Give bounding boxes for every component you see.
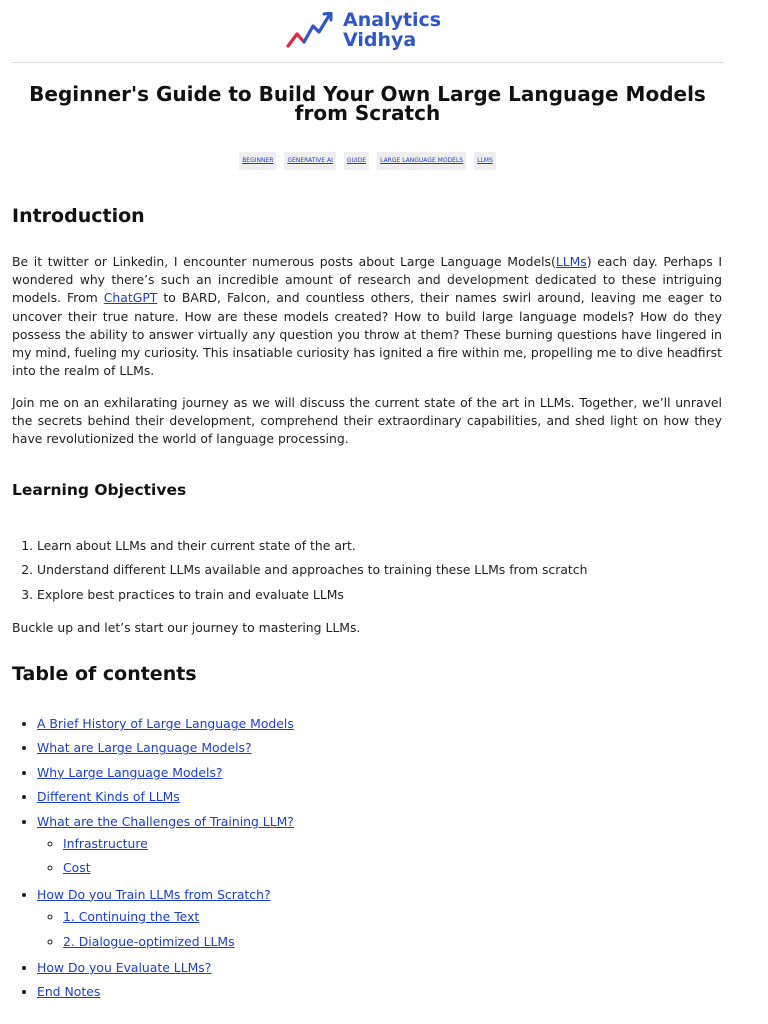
list-item: 3. Explore best practices to train and evaluate LLMs: [37, 583, 587, 607]
toc-link-evaluate[interactable]: How Do you Evaluate LLMs?: [37, 960, 212, 976]
toc-link-train[interactable]: How Do you Train LLMs from Scratch?: [37, 886, 271, 902]
toc-link-challenges[interactable]: What are the Challenges of Training LLM?: [37, 813, 294, 829]
toc-item: [37, 883, 294, 954]
toc-subitem: [63, 930, 294, 954]
logo-mark-icon: [286, 12, 336, 52]
list-item: 2. Understand different LLMs available and approaches to training these LLMs from scratch: [37, 558, 587, 582]
intro-text-c: to BARD, Falcon, and countless others, their names swirl around, leaving me eager to uncover their true nature. How are these models created? How to build large language models? How do they possess the ability to answer virtually any question you throw at them? These burning questions have lingered in my mind, fueling my curiosity. This insatiable curiosity has ignited a fire within me, propelling me to dive headfirst into the realm of LLMs.: [12, 290, 722, 379]
intro-text-a: Be it twitter or Linkedin, I encounter numerous posts about Large Language Models(: [12, 254, 556, 269]
toc-item: [37, 956, 294, 980]
llms-link[interactable]: LLMs: [555, 254, 587, 269]
toc-link-what-are-llms[interactable]: What are Large Language Models?: [37, 740, 252, 756]
closing-sentence: Buckle up and let’s start our journey to mastering LLMs.: [12, 620, 361, 635]
header-divider: [12, 62, 723, 63]
logo-line-2: Vidhya: [343, 29, 417, 51]
toc-subitem: [63, 856, 294, 880]
toc-item: [37, 785, 294, 809]
table-of-contents-heading: Table of contents: [12, 663, 197, 685]
toc-link-kinds[interactable]: Different Kinds of LLMs: [37, 789, 180, 805]
tag-link[interactable]: GUIDE: [344, 152, 369, 170]
logo-line-1: Analytics: [343, 9, 442, 31]
toc-link-history[interactable]: A Brief History of Large Language Models: [37, 716, 294, 731]
toc-sublist: [37, 905, 294, 954]
analytics-vidhya-logo[interactable]: [286, 10, 456, 54]
toc-item: [37, 810, 294, 881]
toc-link-continuing-text[interactable]: 1. Continuing the Text: [63, 909, 200, 925]
introduction-heading: Introduction: [12, 205, 145, 227]
toc-link-infrastructure[interactable]: Infrastructure: [63, 836, 148, 852]
toc-item: [37, 980, 294, 1004]
learning-objectives-heading: Learning Objectives: [12, 481, 187, 499]
tag-link[interactable]: BEGINNER: [239, 152, 276, 170]
toc-item: [37, 761, 294, 785]
toc-subitem: [63, 832, 294, 856]
site-header: [0, 0, 768, 62]
toc-subitem: [63, 905, 294, 929]
learning-objectives-list: [0, 534, 587, 607]
tag-list: [12, 152, 723, 170]
toc-link-end-notes[interactable]: End Notes: [37, 984, 101, 1000]
toc-link-dialogue-optimized[interactable]: 2. Dialogue-optimized LLMs: [63, 933, 235, 949]
logo-wordmark: [343, 10, 441, 50]
toc-item: [37, 712, 294, 736]
intro-paragraph-1: [12, 253, 722, 380]
list-item: 1. Learn about LLMs and their current state of the art.: [37, 534, 587, 558]
table-of-contents-list: [0, 712, 294, 1005]
tag-link[interactable]: LLMS: [474, 152, 496, 170]
article-title: Beginner's Guide to Build Your Own Large Language Models from Scratch: [29, 82, 706, 125]
toc-sublist: [37, 832, 294, 881]
tag-link[interactable]: GENERATIVE AI: [284, 152, 335, 170]
chatgpt-link[interactable]: ChatGPT: [103, 290, 158, 306]
toc-link-why-llms[interactable]: Why Large Language Models?: [37, 764, 223, 780]
intro-paragraph-2: Join me on an exhilarating journey as we will discuss the current state of the art in LLMs. Together, we’ll unravel the secrets behind their development, comprehend their extraordinary capabilities, and shed light on how they have revolutionized the world of language processing.: [12, 395, 722, 447]
intro-text-b: ) each day. Perhaps I wondered why there’s such an incredible amount of research and development dedicated to these intriguing models. From: [12, 254, 722, 306]
toc-item: [37, 736, 294, 760]
tag-link[interactable]: LARGE LANGUAGE MODELS: [377, 152, 466, 170]
toc-link-cost[interactable]: Cost: [63, 860, 91, 876]
